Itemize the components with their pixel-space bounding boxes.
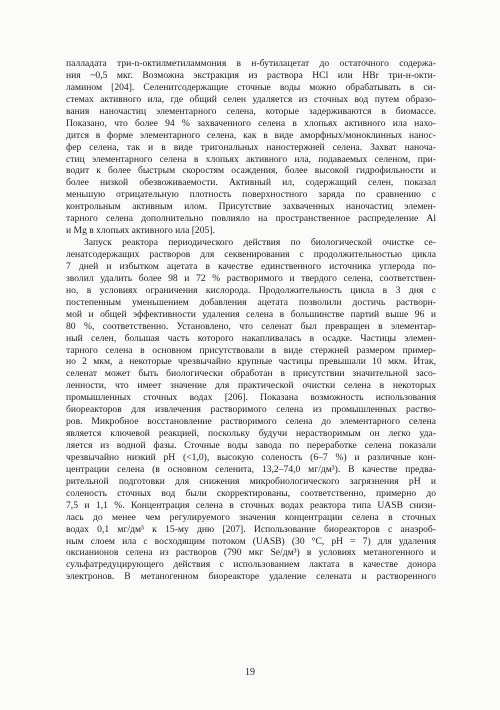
text-line: сульфатредуцирующего действия с использованием лактата в качестве донора — [66, 559, 436, 571]
text-line: водах 0,1 мг/дм³ к 15-му дню [207]. Использование биореакторов с анаэроб- — [66, 523, 436, 535]
text-line: водит к более быстрым скоростям осаждения, более высокой гидрофильности и — [66, 165, 436, 177]
text-line: палладата три-n-октилметиламмония в н-бутилацетат до остаточного содержа- — [66, 58, 436, 69]
text-line: лась до менее чем регулируемого значения концентрации селена в сточных — [66, 511, 436, 523]
text-line: постепенным уменьшением добавления ацетата позволили достичь растворн- — [66, 296, 436, 308]
text-line: ламином [204]. Селенитсодержащие сточные воды можно обрабатывать в си- — [66, 81, 436, 93]
text-line: тарного селена дополнительно повлияло на пространственное распределение Al — [66, 213, 436, 225]
text-line: Запуск реактора периодического действия по биологической очистке се- — [84, 237, 436, 249]
text-line: ленатсодержащих растворов для секвенирования с продолжительностью цикла — [66, 249, 436, 260]
text-line: чрезвычайно низкий pH (<1,0), высокую соленость (6–7 %) и различные кон- — [66, 451, 436, 463]
text-line: 7,5 и 1,1 %. Концентрация селена в сточных водах реактора типа UASB снизи- — [66, 499, 436, 511]
text-line: промышленных сточных водах [206]. Показана возможность использования — [66, 392, 436, 404]
text-line: мой и общей эффективности удаления селена в большинстве партий выше 96 и — [66, 308, 436, 320]
page-number: 19 — [245, 667, 255, 678]
text-line: но 2 мкм, а некоторые чрезвычайно крупные частицы превышали 10 мкм. Итак, — [66, 356, 436, 368]
text-line: ленности, что имеет значение для практической очистки селена в некоторых — [66, 380, 436, 392]
text-line: стиц элементарного селена в хлопьях активного ила, подаваемых селеном, при- — [66, 153, 436, 165]
text-line: 80 %, соответственно. Установлено, что селенат был превращен в элементар- — [66, 320, 436, 332]
text-line: и Mg в хлопьях активного ила [205]. — [66, 225, 215, 237]
text-line: электронов. В метаногенном биореакторе удаление селената и растворенного — [66, 571, 436, 583]
text-line: фер селена, так и в виде тригональных наностержней селена. Захват наноча- — [66, 141, 436, 153]
text-line: биореакторов для извлечения растворимого селена из промышленных раство- — [66, 404, 436, 416]
text-line: стемах активного ила, где общий селен удаляется из сточных вод путем образо- — [66, 93, 436, 105]
text-line: дится в форме элементарного селена, как в виде аморфных/моноклинных нанос- — [66, 129, 436, 141]
text-line: оксианионов селена из растворов (790 мкг Se/дм³) в условиях метаногенного и — [66, 547, 436, 559]
body-text — [66, 58, 436, 583]
text-line: ров. Микробное восстановление растворимого селена до элементарного селена — [66, 416, 436, 428]
text-line: ным слоем ила с восходящим потоком (UASB) (30 °C, pH = 7) для удаления — [66, 535, 436, 547]
text-line: селенат может быть биологически обработан в присутствии значительной засо- — [66, 368, 436, 380]
text-line: рительной подготовки для снижения микробиологического загрязнения pH и — [66, 475, 436, 487]
text-line: Показано, что более 94 % захваченного селена в хлопьях активного ила нахо- — [66, 117, 436, 129]
text-line: ния ~0,5 мкг. Возможна экстракция из раствора HCl или HBr три-н-окти- — [66, 69, 436, 81]
text-line: зволил удалить более 98 и 72 % растворимого и твердого селена, соответствен- — [66, 272, 436, 284]
text-line: контрольным активным илом. Присутствие захваченных наночастиц элемен- — [66, 201, 436, 213]
text-line: центрации селена (в основном селенита, 13,2–74,0 мг/дм³). В качестве предва- — [66, 463, 436, 475]
text-line: является ключевой реакцией, поскольку будучи нерастворимым он легко уда- — [66, 428, 436, 440]
text-line: ный селен, большая часть которого накапливалась в осадке. Частицы элемен- — [66, 332, 436, 344]
text-line: меньшую отрицательную плотность поверхностного заряда по сравнению с — [66, 189, 436, 201]
text-line: соленость сточных вод были скорректированы, соответственно, примерно до — [66, 487, 436, 499]
text-line: тарного селена в основном присутствовали в виде стержней размером пример- — [66, 344, 436, 356]
text-line: 7 дней и избытком ацетата в качестве единственного источника углерода по- — [66, 260, 436, 272]
text-line: вания наночастиц элементарного селена, которые задерживаются в биомассе. — [66, 105, 436, 117]
text-line: ляется из водной фазы. Сточные воды завода по переработке селена показали — [66, 440, 436, 451]
text-line: более низкой обезвоживаемости. Активный ил, содержащий селен, показал — [66, 177, 436, 189]
text-line: но, в условиях ограничения кислорода. Продолжительность цикла в 3 дня с — [66, 284, 436, 296]
